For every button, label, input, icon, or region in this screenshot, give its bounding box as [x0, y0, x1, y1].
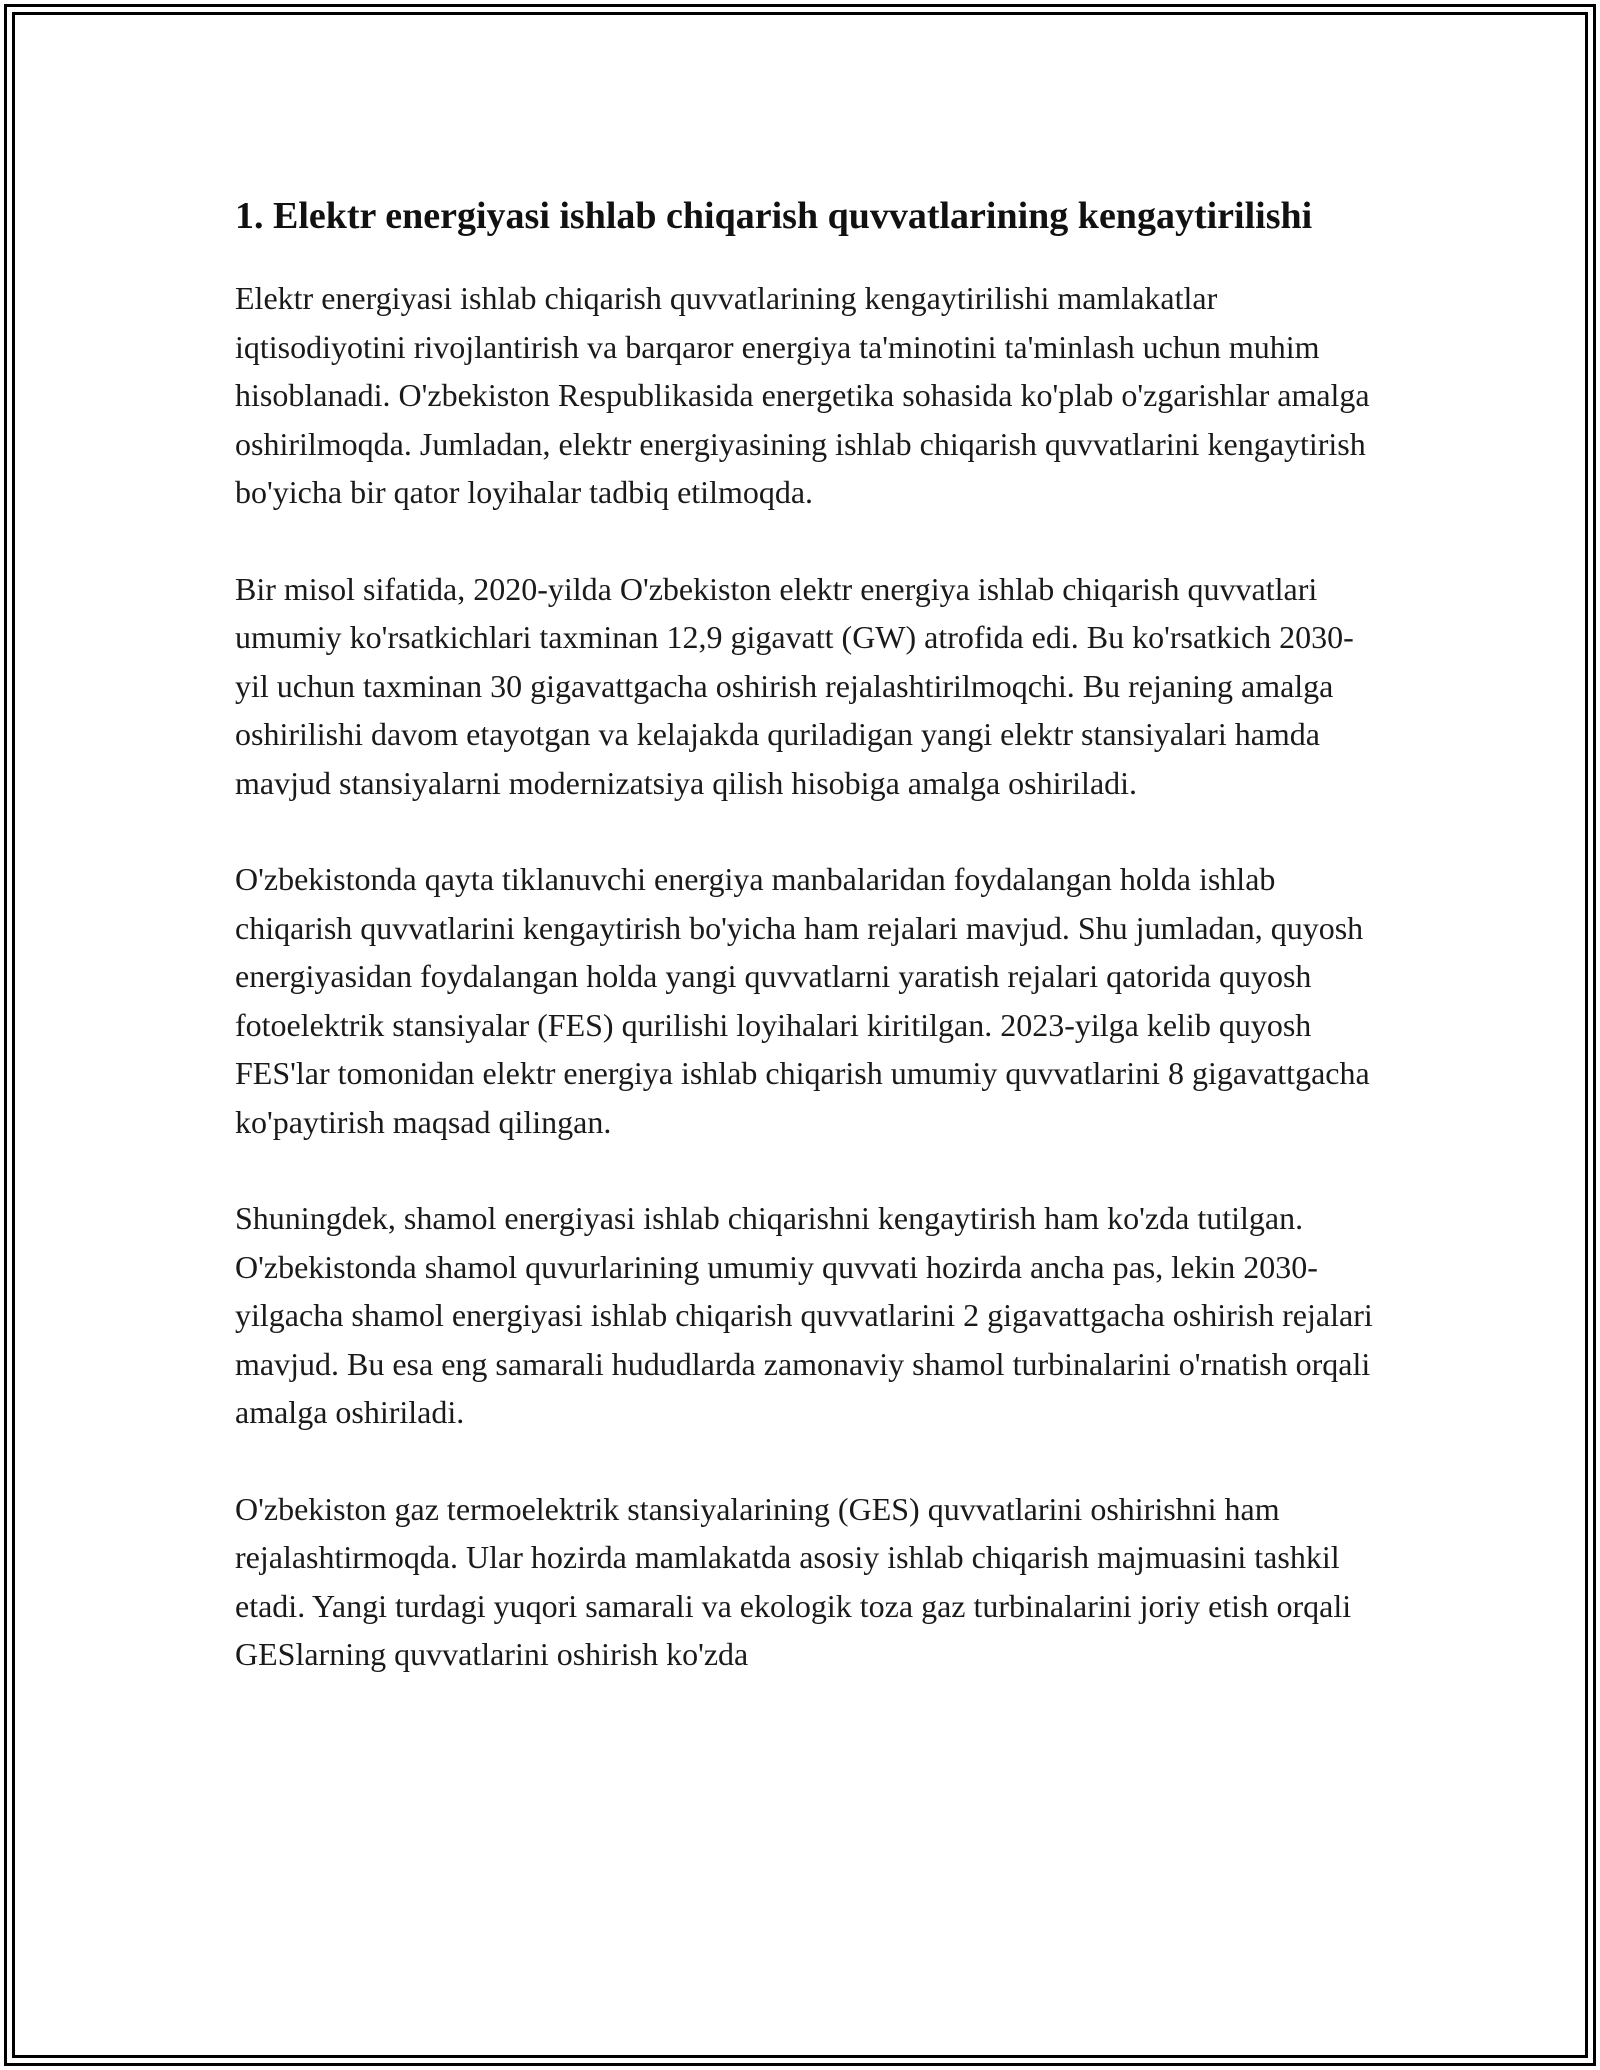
- section-heading: 1. Elektr energiyasi ishlab chiqarish quvvatlarining kengaytirilishi: [235, 195, 1313, 237]
- paragraph-capacity-2020: Bir misol sifatida, 2020-yilda O'zbekiston elektr energiya ishlab chiqarish quvvatlari umumiy ko'rsatkichlari taxminan 12,9 gigavatt (GW) atrofida edi. Bu ko'rsatkich 2030-yil uchun taxminan 30 gigavattgacha oshirish rejalashtirilmoqchi. Bu rejaning amalga oshirilishi davom etayotgan va kelajakda quriladigan yangi elektr stansiyalari hamda mavjud stansiyalarni modernizatsiya qilish hisobiga amalga oshiriladi.: [235, 570, 1354, 801]
- document-body: [235, 188, 1385, 1727]
- paragraph-solar: O'zbekistonda qayta tiklanuvchi energiya manbalaridan foydalangan holda ishlab chiqarish quvvatlarini kengaytirish bo'yicha ham rejalari mavjud. Shu jumladan, quyosh energiyasidan foydalangan holda yangi quvvatlarni yaratish rejalari qatorida quyosh fotoelektrik stansiyalar (FES) qurilishi loyihalari kiritilgan. 2023-yilga kelib quyosh FES'lar tomonidan elektr energiya ishlab chiqarish umumiy quvvatlarini 8 gigavattgacha ko'paytirish maqsad qilingan.: [235, 861, 1370, 1140]
- paragraph-gas: O'zbekiston gaz termoelektrik stansiyalarining (GES) quvvatlarini oshirishni ham rejalashtirmoqda. Ular hozirda mamlakatda asosiy ishlab chiqarish majmuasini tashkil etadi. Yangi turdagi yuqori samarali va ekologik toza gaz turbinalarini joriy etish orqali GESlarning quvvatlarini oshirish ko'zda: [235, 1490, 1352, 1672]
- paragraph-intro: Elektr energiyasi ishlab chiqarish quvvatlarining kengaytirilishi mamlakatlar iqtisodiyotini rivojlantirish va barqaror energiya ta'minotini ta'minlash uchun muhim hisoblanadi. O'zbekiston Respublikasida energetika sohasida ko'plab o'zgarishlar amalga oshirilmoqda. Jumladan, elektr energiyasining ishlab chiqarish quvvatlarini kengaytirish bo'yicha bir qator loyihalar tadbiq etilmoqda.: [235, 280, 1370, 510]
- paragraph-wind: Shuningdek, shamol energiyasi ishlab chiqarishni kengaytirish ham ko'zda tutilgan. O'zbekistonda shamol quvurlarining umumiy quvvati hozirda ancha pas, lekin 2030-yilgacha shamol energiyasi ishlab chiqarish quvvatlarini 2 gigavattgacha oshirish rejalari mavjud. Bu esa eng samarali hududlarda zamonaviy shamol turbinalarini o'rnatish orqali amalga oshiriladi.: [235, 1200, 1373, 1430]
